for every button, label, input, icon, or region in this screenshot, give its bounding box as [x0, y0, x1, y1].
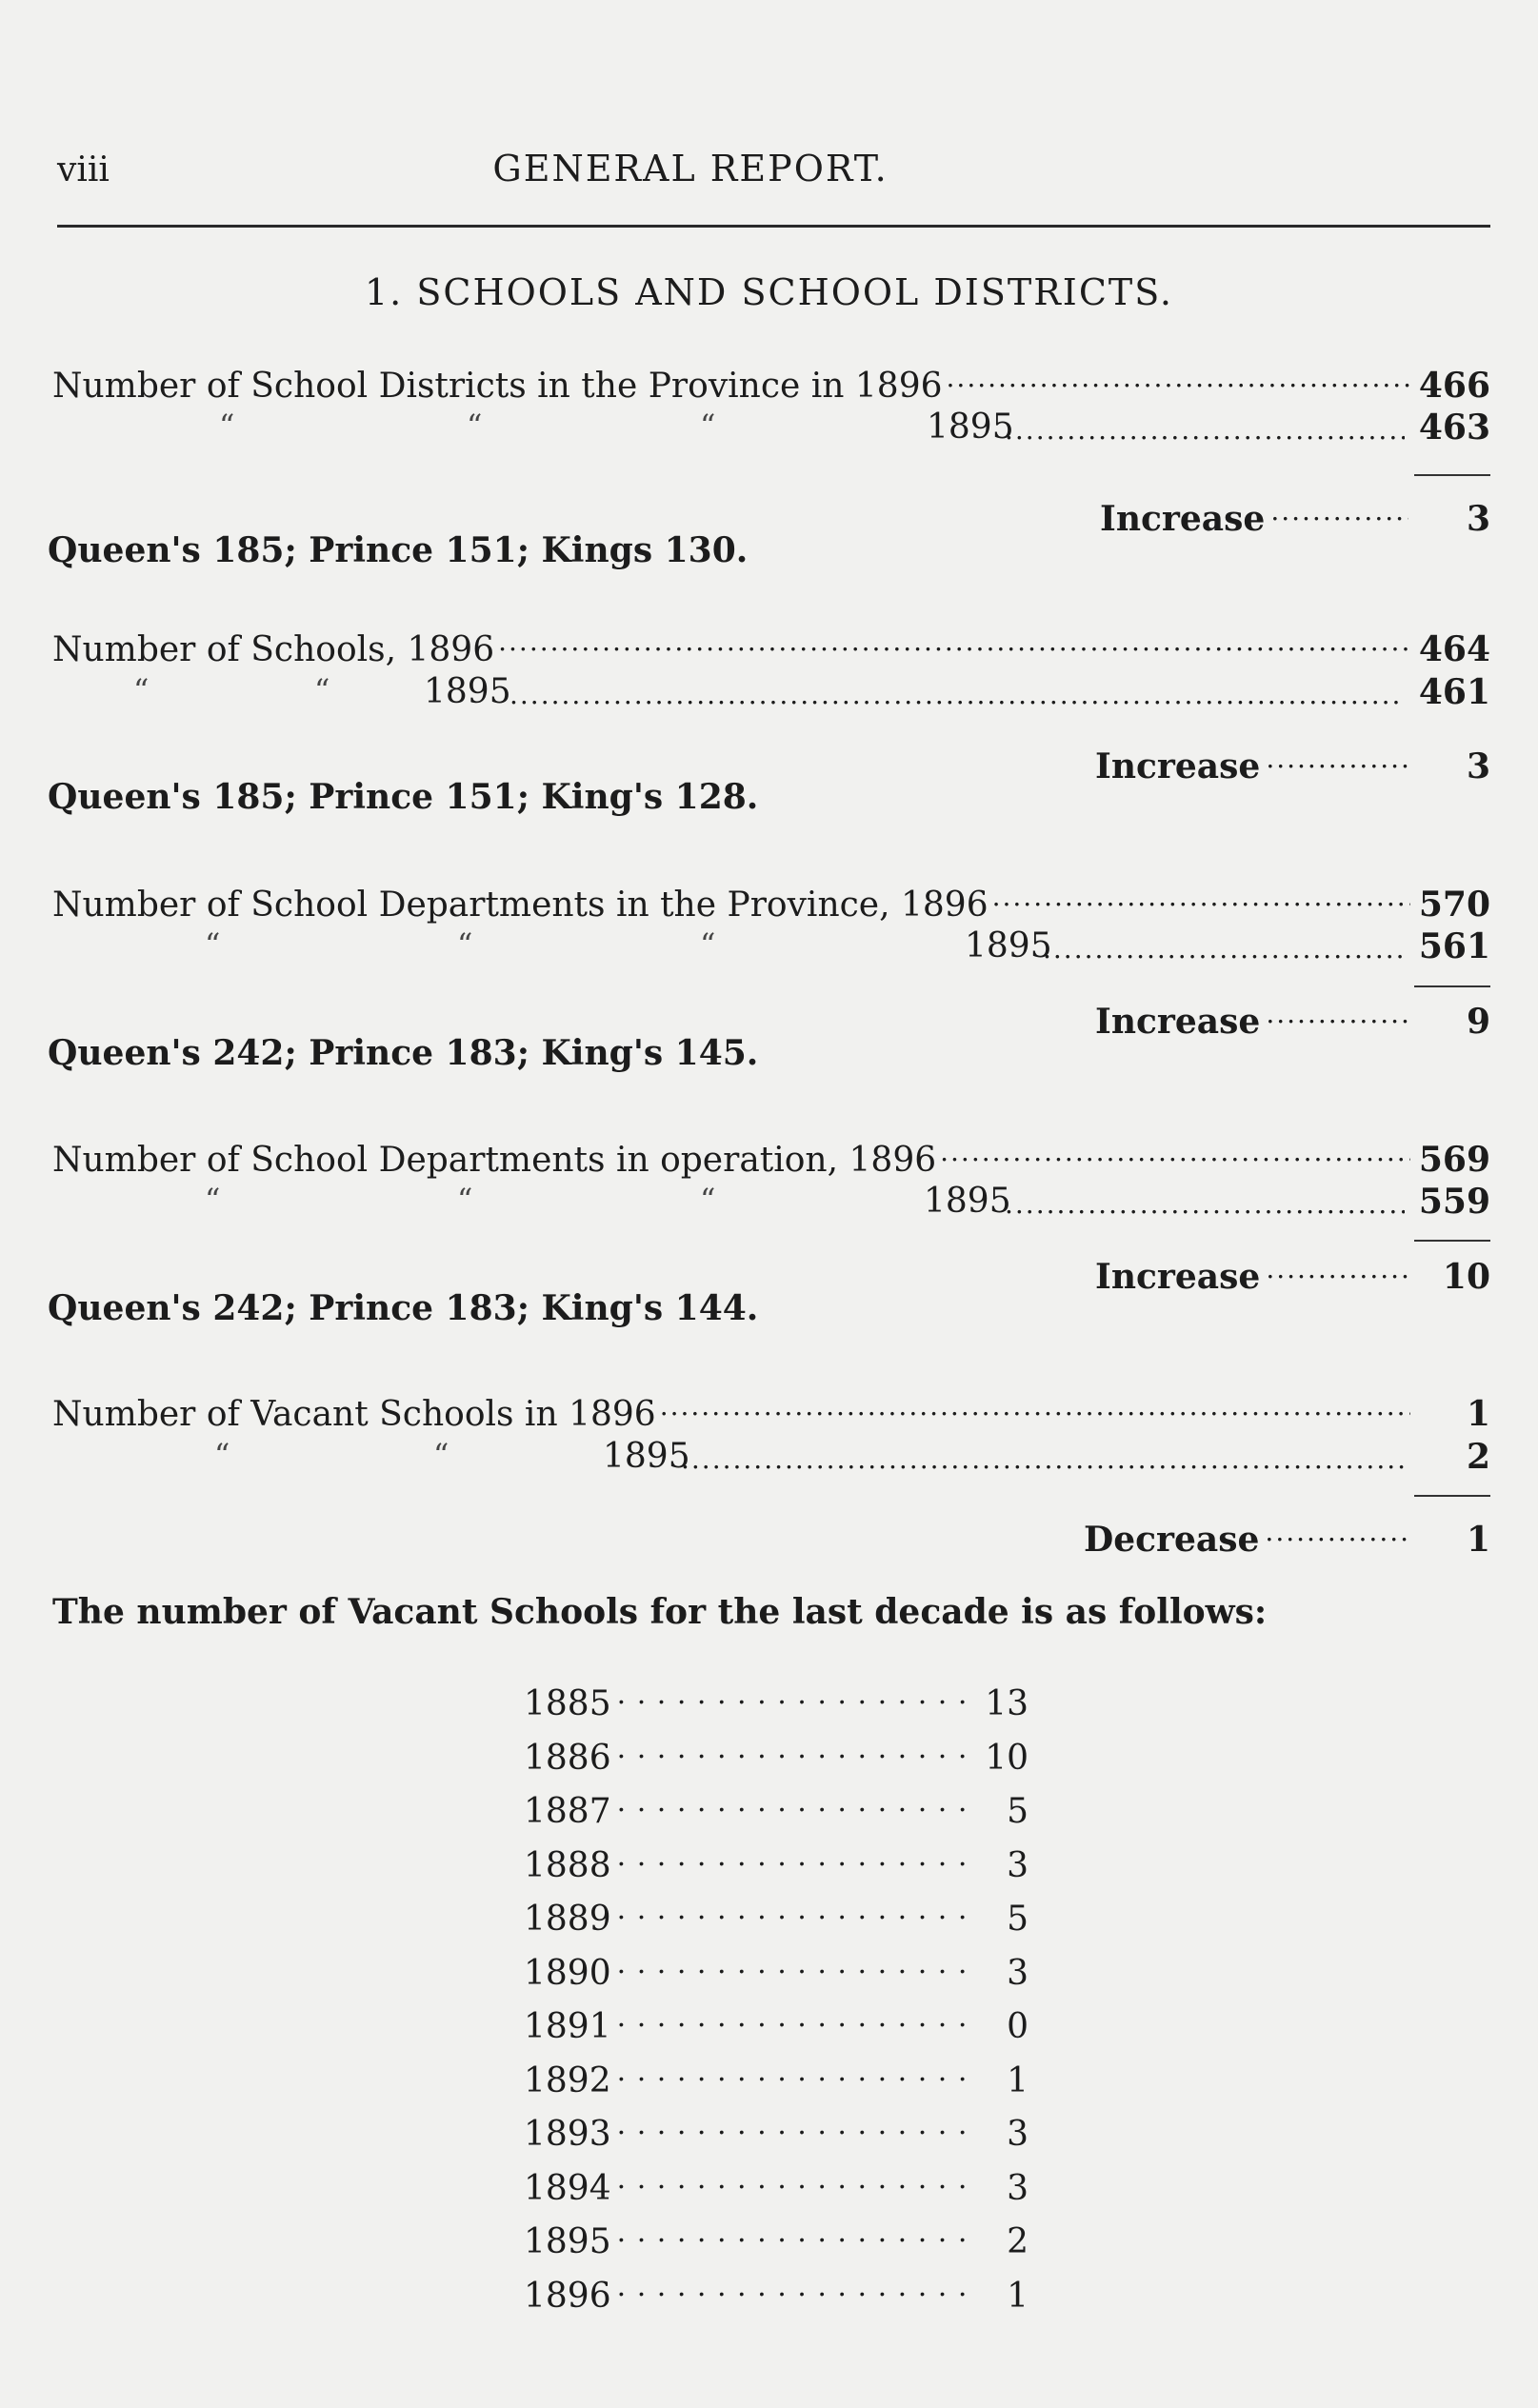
header-rule	[57, 225, 1490, 228]
decade-value: 13	[985, 1684, 1029, 1723]
dot-leader	[660, 1383, 1410, 1425]
schools-1896-line	[52, 619, 1490, 669]
departments-1895-value: 561	[1418, 926, 1490, 966]
dot-leader	[1270, 488, 1408, 530]
dot-leader	[617, 1673, 979, 1715]
dot-leader	[992, 874, 1410, 916]
departments-increase-line	[1095, 991, 1490, 1042]
dot-leader	[617, 1942, 979, 1984]
decade-year: 1894	[524, 2168, 611, 2208]
ditto-mark: “	[205, 1182, 221, 1218]
decade-year: 1896	[524, 2276, 611, 2316]
decade-row	[524, 1673, 1029, 1727]
section-title: 1. SCHOOLS AND SCHOOL DISTRICTS.	[365, 271, 1173, 313]
schools-1895-year: 1895	[424, 672, 511, 711]
operation-breakdown: Queen's 242; Prince 183; King's 144.	[48, 1288, 759, 1328]
page-number: viii	[57, 150, 110, 189]
districts-1895-value: 463	[1418, 408, 1490, 448]
departments-1895-line	[52, 926, 1490, 972]
decade-row	[524, 2050, 1029, 2104]
schools-1895-value: 461	[1418, 672, 1490, 712]
vacant-1896-value: 1	[1466, 1394, 1490, 1434]
schools-1895-line	[52, 672, 1490, 718]
decade-year: 1895	[524, 2222, 611, 2261]
departments-1896-value: 570	[1418, 885, 1490, 925]
dot-leader	[617, 1835, 979, 1877]
dot-leader	[617, 2050, 979, 2092]
ditto-mark: “	[457, 1182, 473, 1218]
ditto-mark: “	[467, 408, 483, 444]
ditto-mark: “	[457, 926, 473, 963]
districts-1896-line	[52, 355, 1490, 406]
vacant-1895-year: 1895	[603, 1437, 690, 1476]
dot-leader	[498, 619, 1410, 661]
dot-leader	[1005, 1182, 1405, 1224]
vacant-1895-value: 2	[1466, 1437, 1490, 1477]
operation-increase-label: Increase	[1095, 1257, 1261, 1297]
dot-leader	[1043, 926, 1405, 968]
districts-increase-value: 3	[1466, 499, 1490, 539]
decade-row	[524, 1781, 1029, 1835]
ditto-mark: “	[205, 926, 221, 963]
decade-row	[524, 1835, 1029, 1889]
decade-row	[524, 1888, 1029, 1942]
sum-rule	[1414, 1495, 1490, 1497]
decade-row	[524, 2158, 1029, 2212]
vacant-decrease-line	[1084, 1509, 1490, 1560]
dot-leader	[617, 2265, 979, 2307]
decade-year: 1892	[524, 2060, 611, 2100]
operation-1896-value: 569	[1418, 1140, 1490, 1180]
dot-leader	[1005, 408, 1405, 449]
departments-increase-value: 9	[1466, 1002, 1490, 1042]
schools-1896-label: Number of Schools, 1896	[52, 630, 495, 669]
dot-leader	[617, 1888, 979, 1930]
ditto-mark: “	[433, 1437, 449, 1473]
dot-leader	[940, 1129, 1410, 1171]
vacant-1895-line	[52, 1437, 1490, 1483]
decade-value: 0	[1007, 2007, 1029, 2046]
decade-year: 1887	[524, 1792, 611, 1831]
operation-1896-line	[52, 1129, 1490, 1180]
operation-increase-line	[1095, 1246, 1490, 1297]
dot-leader	[1266, 1246, 1408, 1288]
operation-increase-value: 10	[1442, 1257, 1490, 1297]
districts-increase-label: Increase	[1100, 499, 1266, 539]
decade-year: 1889	[524, 1900, 611, 1939]
dot-leader	[1266, 991, 1408, 1033]
schools-increase-value: 3	[1466, 746, 1490, 786]
decade-row	[524, 2103, 1029, 2158]
departments-1895-year: 1895	[965, 926, 1052, 965]
dot-leader	[617, 1727, 979, 1769]
schools-increase-line	[1095, 736, 1490, 786]
operation-1895-year: 1895	[924, 1182, 1011, 1221]
dot-leader	[617, 2103, 979, 2145]
decade-value: 5	[1007, 1792, 1029, 1831]
departments-1896-label: Number of School Departments in the Province, 1896	[52, 886, 989, 925]
departments-increase-label: Increase	[1095, 1002, 1261, 1042]
districts-1896-label: Number of School Districts in the Province in 1896	[52, 367, 943, 406]
ditto-mark: “	[133, 672, 150, 708]
dot-leader	[617, 1996, 979, 2038]
dot-leader	[617, 2211, 979, 2253]
decade-value: 5	[1007, 1900, 1029, 1939]
decade-value: 3	[1007, 2168, 1029, 2208]
ditto-mark: “	[219, 408, 235, 444]
decade-value: 3	[1007, 1845, 1029, 1885]
vacant-1896-line	[52, 1383, 1490, 1434]
ditto-mark: “	[700, 926, 716, 963]
sum-rule	[1414, 985, 1490, 987]
dot-leader	[1266, 736, 1408, 778]
decade-row	[524, 2265, 1029, 2319]
districts-breakdown: Queen's 185; Prince 151; Kings 130.	[48, 530, 749, 570]
departments-breakdown: Queen's 242; Prince 183; King's 145.	[48, 1033, 759, 1073]
decade-value: 10	[985, 1738, 1029, 1778]
vacant-decrease-label: Decrease	[1084, 1520, 1260, 1560]
operation-1895-value: 559	[1418, 1182, 1490, 1222]
dot-leader	[509, 672, 1405, 714]
districts-1895-year: 1895	[927, 408, 1014, 447]
schools-increase-label: Increase	[1095, 746, 1261, 786]
dot-leader	[1265, 1509, 1408, 1551]
decade-row	[524, 1727, 1029, 1781]
decade-intro: The number of Vacant Schools for the last decade is as follows:	[52, 1592, 1268, 1632]
decade-year: 1891	[524, 2007, 611, 2046]
decade-value: 3	[1007, 1953, 1029, 1993]
dot-leader	[617, 2158, 979, 2199]
dot-leader	[947, 355, 1410, 397]
ditto-mark: “	[214, 1437, 230, 1473]
vacant-1896-label: Number of Vacant Schools in 1896	[52, 1395, 656, 1434]
ditto-mark: “	[700, 408, 716, 444]
operation-1895-line	[52, 1182, 1490, 1227]
running-title: GENERAL REPORT.	[492, 148, 889, 189]
decade-year: 1890	[524, 1953, 611, 1993]
schools-breakdown: Queen's 185; Prince 151; King's 128.	[48, 777, 759, 817]
sum-rule	[1414, 474, 1490, 476]
decade-row	[524, 1996, 1029, 2050]
departments-1896-line	[52, 874, 1490, 925]
districts-1895-line	[52, 408, 1490, 453]
ditto-mark: “	[700, 1182, 716, 1218]
decade-value: 1	[1007, 2060, 1029, 2100]
decade-value: 3	[1007, 2115, 1029, 2154]
decade-value: 1	[1007, 2276, 1029, 2316]
decade-year: 1888	[524, 1845, 611, 1885]
decade-year: 1885	[524, 1684, 611, 1723]
vacant-decrease-value: 1	[1466, 1520, 1490, 1560]
decade-year: 1893	[524, 2115, 611, 2154]
dot-leader	[681, 1437, 1405, 1479]
decade-year: 1886	[524, 1738, 611, 1778]
ditto-mark: “	[314, 672, 330, 708]
sum-rule	[1414, 1240, 1490, 1242]
decade-table	[524, 1673, 1029, 2318]
schools-1896-value: 464	[1418, 629, 1490, 669]
decade-value: 2	[1007, 2222, 1029, 2261]
decade-row	[524, 1942, 1029, 1997]
decade-row	[524, 2211, 1029, 2265]
dot-leader	[617, 1781, 979, 1822]
operation-1896-label: Number of School Departments in operation, 1896	[52, 1141, 937, 1180]
districts-1896-value: 466	[1418, 366, 1490, 406]
districts-increase-line	[1100, 488, 1490, 539]
